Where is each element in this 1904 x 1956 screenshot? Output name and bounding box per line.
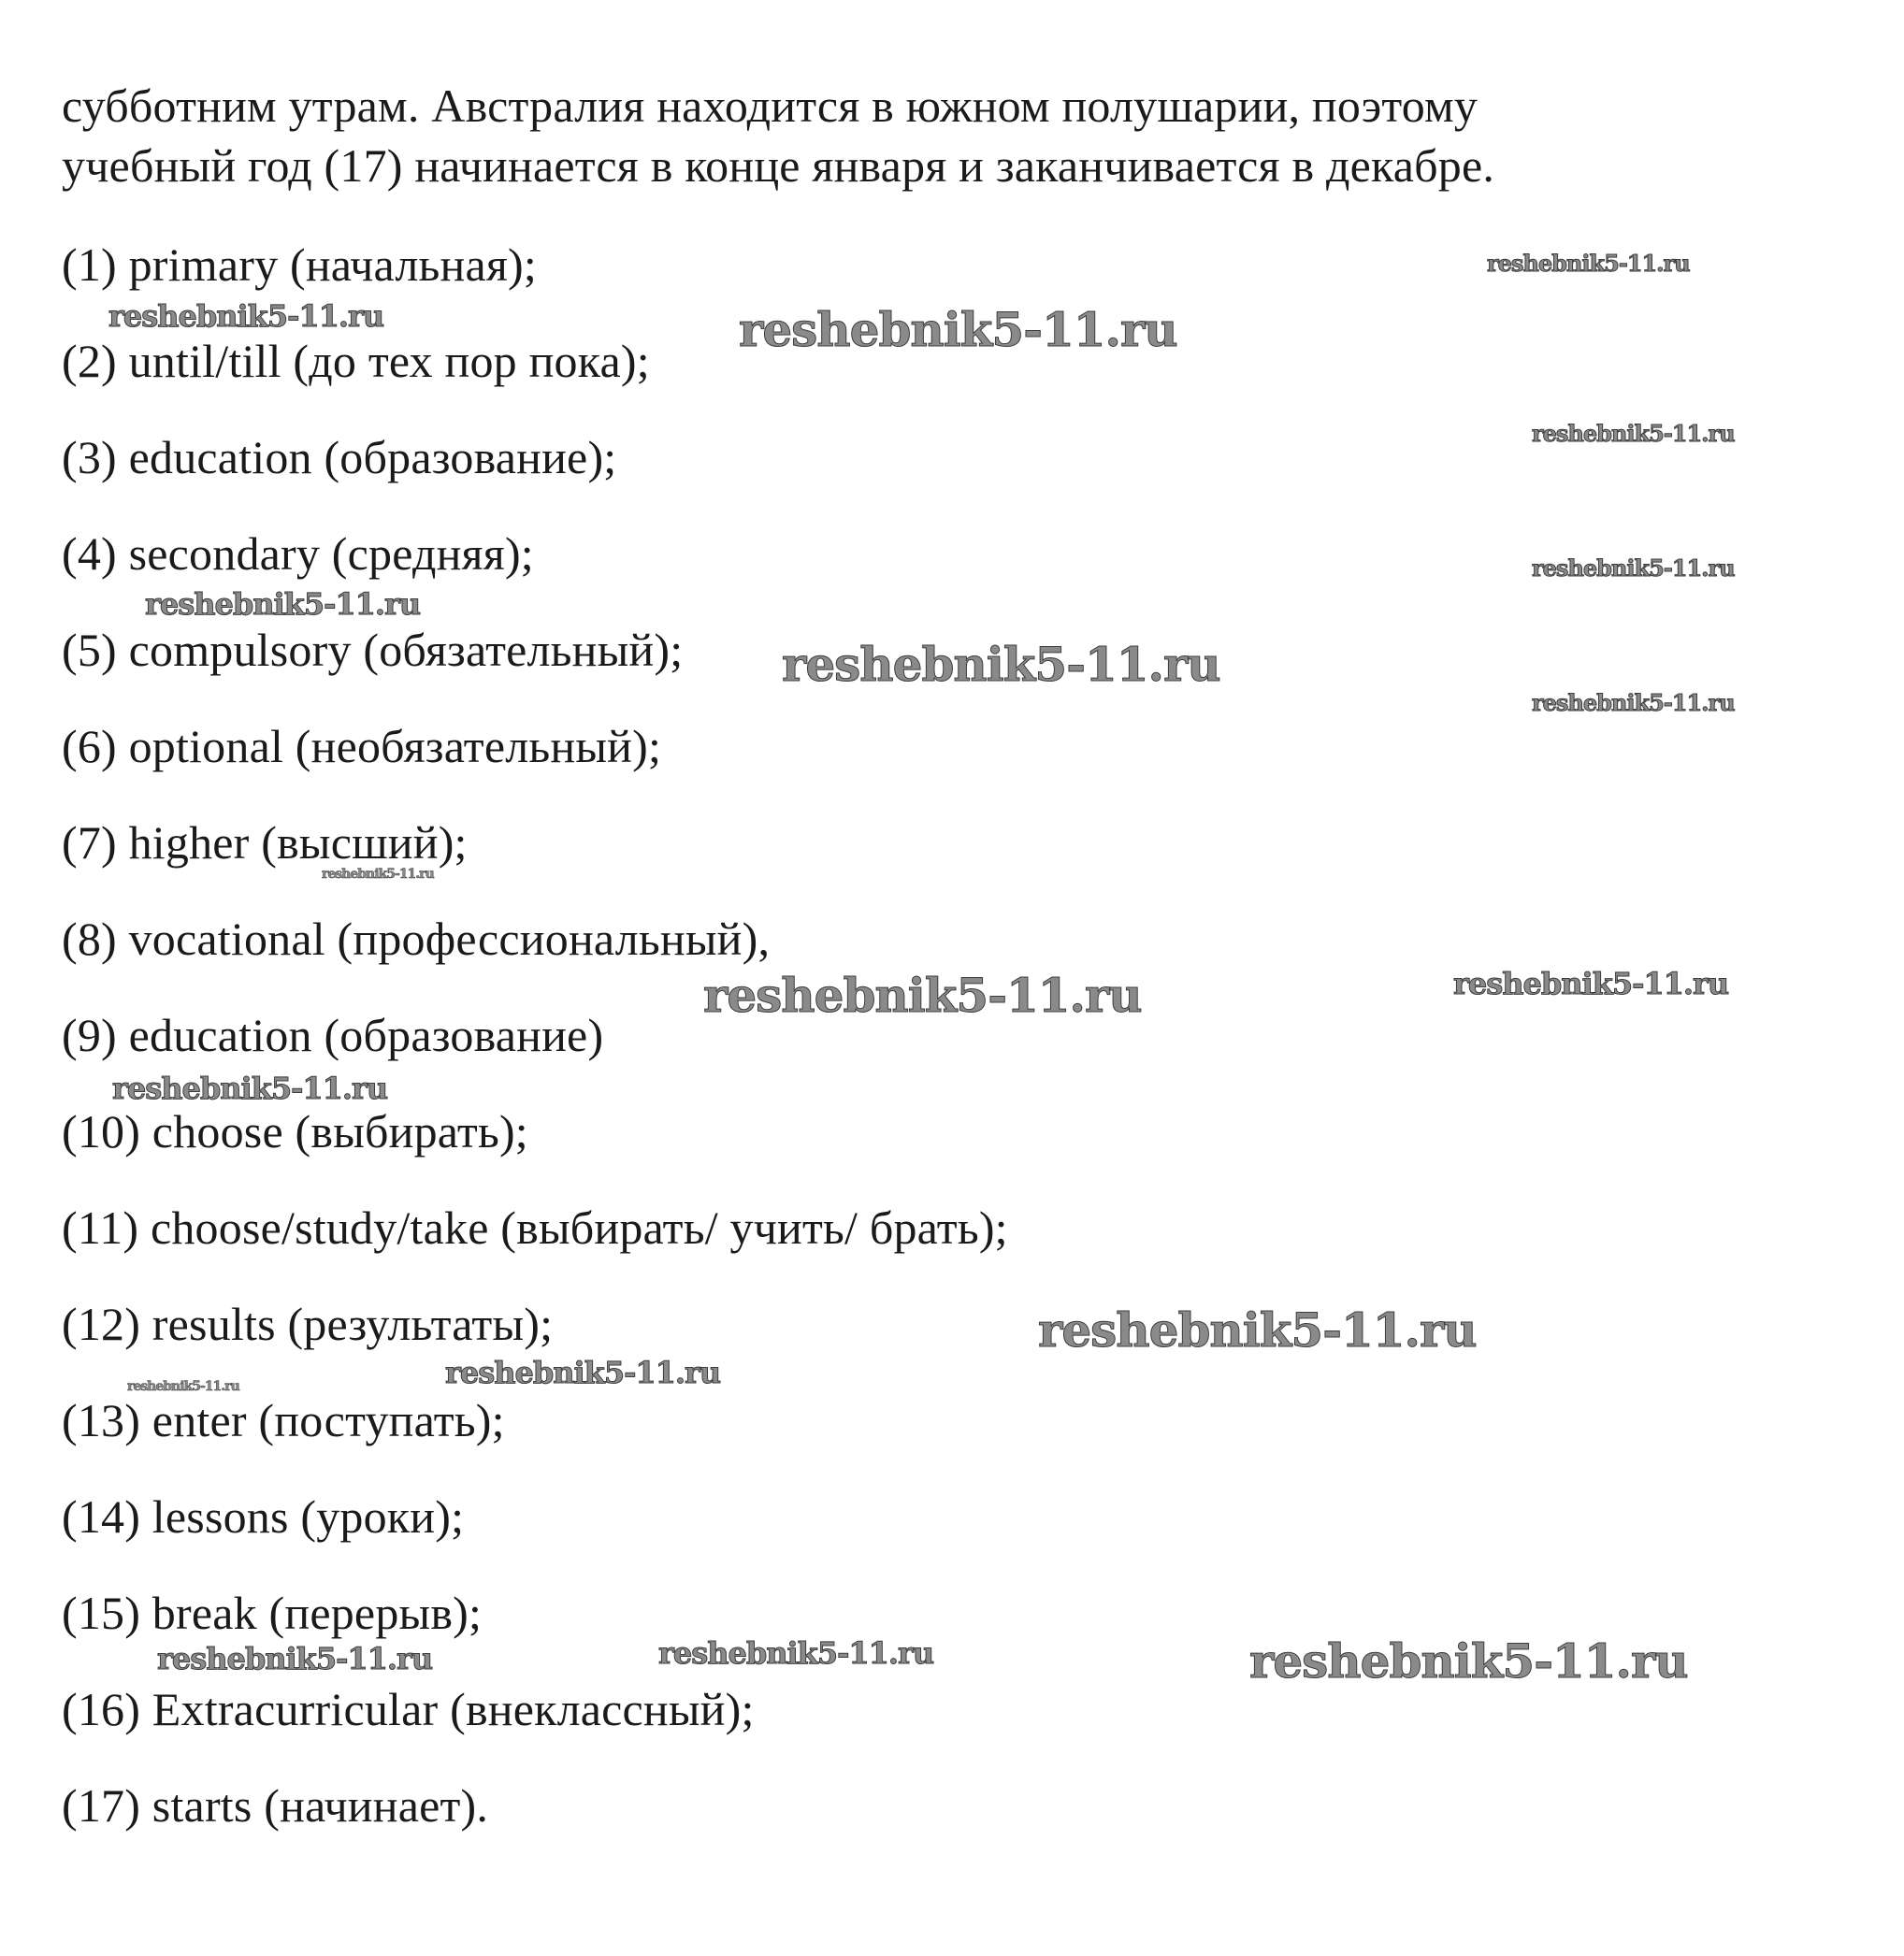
watermark: reshebnik5-11.ru	[112, 1071, 388, 1106]
watermark: reshebnik5-11.ru	[157, 1641, 433, 1676]
watermark: reshebnik5-11.ru	[322, 867, 434, 882]
answer-item-2: (2) until/till (до тех пор пока);	[62, 335, 650, 387]
answer-item-8: (8) vocational (профессиональный),	[62, 913, 771, 965]
intro-line-1: субботним утрам. Австралия находится в южном полушарии, поэтому	[62, 79, 1478, 132]
answer-item-17: (17) starts (начинает).	[62, 1779, 489, 1832]
watermark: reshebnik5-11.ru	[1249, 1633, 1688, 1689]
answer-item-7: (7) higher (высший);	[62, 816, 468, 869]
watermark: reshebnik5-11.ru	[1532, 689, 1735, 716]
answer-item-14: (14) lessons (уроки);	[62, 1490, 465, 1543]
watermark: reshebnik5-11.ru	[1532, 420, 1735, 447]
watermark: reshebnik5-11.ru	[782, 637, 1220, 692]
answer-item-6: (6) optional (необязательный);	[62, 720, 662, 772]
watermark: reshebnik5-11.ru	[1453, 966, 1729, 1001]
watermark: reshebnik5-11.ru	[108, 298, 384, 334]
watermark: reshebnik5-11.ru	[658, 1635, 934, 1671]
watermark: reshebnik5-11.ru	[1487, 250, 1690, 277]
answer-item-3: (3) education (образование);	[62, 431, 617, 483]
watermark: reshebnik5-11.ru	[445, 1355, 721, 1390]
answer-item-12: (12) results (результаты);	[62, 1298, 554, 1350]
answer-item-4: (4) secondary (средняя);	[62, 527, 534, 580]
watermark: reshebnik5-11.ru	[145, 586, 421, 622]
watermark: reshebnik5-11.ru	[703, 968, 1142, 1023]
answer-item-16: (16) Extracurricular (внеклассный);	[62, 1683, 755, 1735]
watermark: reshebnik5-11.ru	[1038, 1302, 1477, 1358]
answer-item-9: (9) education (образование)	[62, 1009, 604, 1061]
answer-item-11: (11) choose/study/take (выбирать/ учить/ брать);	[62, 1201, 1008, 1254]
answer-item-13: (13) enter (поступать);	[62, 1394, 505, 1446]
watermark: reshebnik5-11.ru	[127, 1379, 239, 1394]
answer-item-5: (5) compulsory (обязательный);	[62, 624, 684, 676]
watermark: reshebnik5-11.ru	[1532, 554, 1735, 582]
answer-item-1: (1) primary (начальная);	[62, 238, 537, 291]
answer-item-10: (10) choose (выбирать);	[62, 1105, 528, 1158]
watermark: reshebnik5-11.ru	[739, 302, 1177, 357]
answer-item-15: (15) break (перерыв);	[62, 1587, 483, 1639]
intro-line-2: учебный год (17) начинается в конце января и заканчивается в декабре.	[62, 139, 1495, 192]
